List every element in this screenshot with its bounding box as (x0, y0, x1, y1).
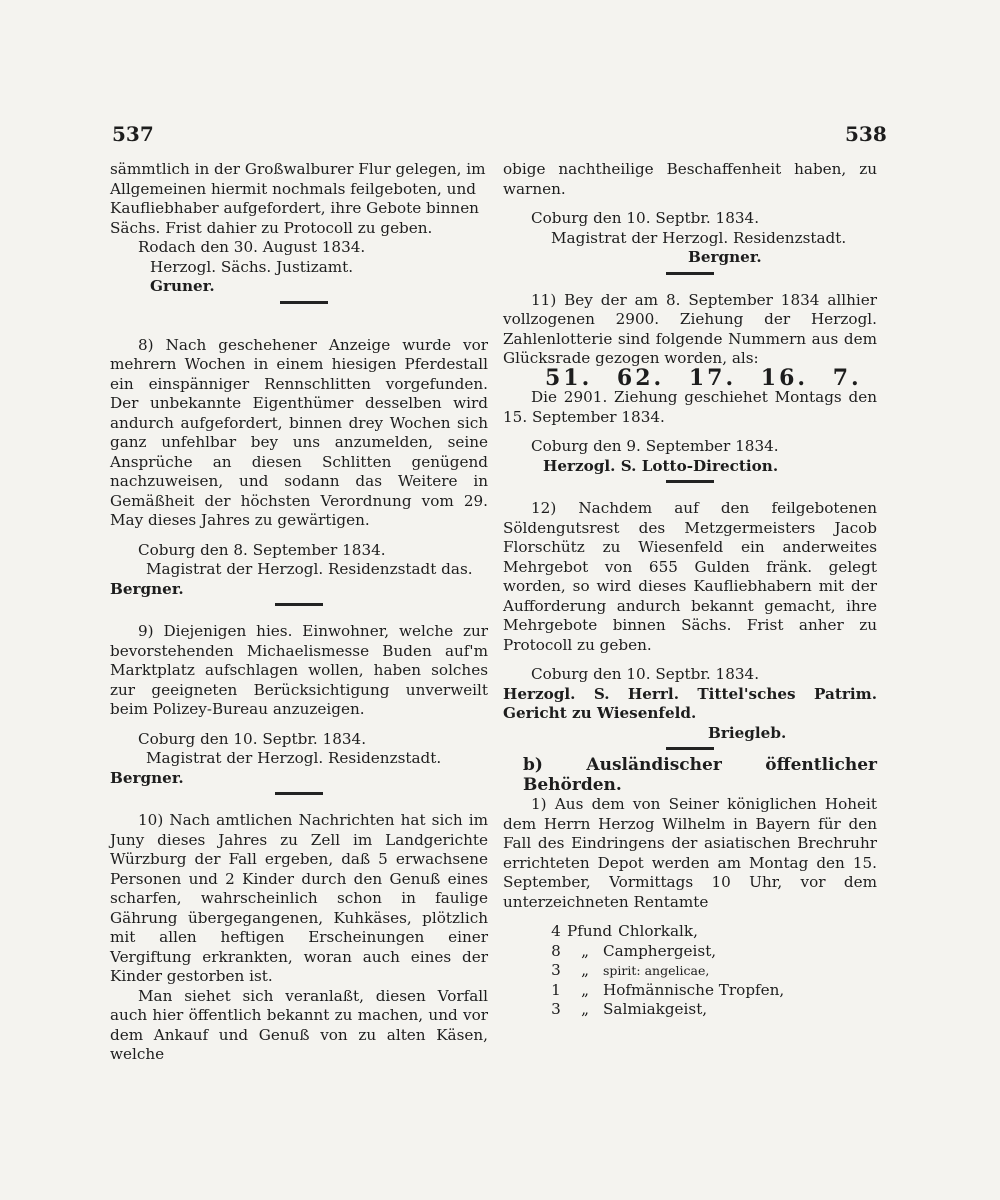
item-10-text-continued: Man siehet sich veranlaßt, diesen Vorfall auch hier öffentlich bekannt zu machen, und vor dem Ankauf und Genuß von zu alten Käsen, welche (110, 986, 488, 1063)
item-8-text: 8) Nach geschehener Anzeige wurde vor mehrern Wochen in einem hiesigen Pferdestall ein einspänniger Rennschlitten vorgefunden. Der unbekannte Eigenthümer desselben wird andurch aufgefordert, binnen drey Wochen sich ganz unfehlbar bey uns anzumelden, seine Ansprüche an diesen Schlitten genügend nachzuweisen, und sodann das Weitere in Gemäßheit der höchsten Verordnung vom 29. May dieses Jahres zu gewärtigen. (110, 335, 488, 529)
item-11-note: Die 2901. Ziehung geschiehet Montags den 15. September 1834. (503, 388, 877, 426)
section-b-text: 1) Aus dem von Seiner königlichen Hoheit dem Herrn Herzog Wilhelm in Bayern für den Fall des Eindringens der asiatischen Brechruhr errichteten Depot werden am Montag den 15. September, Vormittags 10 Uhr, vor dem unterzeichneten Rentamte (503, 795, 877, 911)
separator-rule (275, 792, 323, 795)
item-name: Salmiakgeist, (603, 1000, 708, 1018)
item-qty: 1 (551, 980, 561, 999)
separator-rule (275, 603, 323, 606)
item-8-authority: Magistrat der Herzogl. Residenzstadt das. (146, 560, 473, 578)
item-11-text: 11) Bey der am 8. September 1834 allhier vollzogenen 2900. Ziehung der Herzogl. Zahlenlotterie sind folgende Nummern aus dem Glücksrade gezogen worden, als: (503, 290, 877, 367)
continuation-date: Coburg den 10. Septbr. 1834. (531, 209, 760, 227)
item-unit: „ (581, 941, 589, 960)
intro-line: sämmtlich in der Großwalburer Flur gelegen, im (110, 160, 486, 178)
item-11-authority: Herzogl. S. Lotto-Direction. (543, 456, 779, 475)
separator-rule (666, 272, 714, 275)
item-8-date: Coburg den 8. September 1834. (138, 540, 386, 559)
continuation-signer: Bergner. (688, 248, 762, 266)
item-qty: 3 (551, 1000, 561, 1018)
item-qty: 4 (551, 922, 561, 940)
item-unit: „ (581, 1000, 589, 1018)
left-column (110, 160, 488, 1065)
page-number-left: 537 (112, 122, 154, 146)
intro-signer: Gruner. (150, 277, 215, 295)
item-qty: 3 (551, 961, 561, 979)
separator-rule (666, 747, 714, 750)
item-12-text: 12) Nachdem auf den feilgebotenen Söldengutsrest des Metzgermeisters Jacob Florschütz zu Wiesenfeld ein anderweites Mehrgebot von 655 Gulden fränk. gelegt worden, so wird dieses Kaufliebhabern mit der Aufforderung andurch bekannt gemacht, ihre Mehrgebote binnen Sächs. Frist anher zu Protocoll zu geben. (503, 499, 877, 654)
item-9-text: 9) Diejenigen hies. Einwohner, welche zur bevorstehenden Michaelismesse Buden auf'm Marktplatz aufschlagen wollen, haben solches zur geeigneten Berücksichtigung unverweilt beim Polizey-Bureau anzuzeigen. (110, 622, 488, 718)
list-item (503, 981, 877, 1001)
continuation-authority: Magistrat der Herzogl. Residenzstadt. (551, 228, 847, 247)
right-column (503, 160, 877, 1020)
item-name: spirit: angelicae, (603, 963, 710, 978)
item-qty: 8 (551, 941, 561, 960)
list-item (503, 961, 877, 981)
list-item (503, 1000, 877, 1020)
separator-rule (666, 480, 714, 483)
item-name: Chlorkalk, (618, 922, 698, 940)
section-b-heading: b) Ausländischer öffentlicher Behörden. (523, 755, 877, 795)
list-item (503, 942, 877, 962)
item-unit: „ (581, 961, 589, 979)
continuation-text: obige nachtheilige Beschaffenheit haben, zu warnen. (503, 160, 877, 198)
item-8-signer: Bergner. (110, 579, 184, 598)
lottery-numbers: 51. 62. 17. 16. 7. (545, 364, 862, 391)
item-unit: „ (581, 980, 589, 999)
list-item (503, 922, 877, 942)
item-9-signer: Bergner. (110, 768, 184, 787)
item-9-authority: Magistrat der Herzogl. Residenzstadt. (146, 749, 442, 767)
item-12-date: Coburg den 10. Septbr. 1834. (531, 665, 760, 683)
item-name: Hofmännische Tropfen, (603, 980, 785, 999)
item-10-text: 10) Nach amtlichen Nachrichten hat sich im Juny dieses Jahres zu Zell im Landgerichte Würzburg der Fall ergeben, daß 5 erwachsene Personen und 2 Kinder durch den Genuß eines scharfen, wahrscheinlich schon in faulige Gährung übergegangenen, Kuhkäses, plötzlich mit allen heftigen Erscheinungen einer Vergiftung erkrankten, woran auch eines der Kinder gestorben ist. (110, 811, 488, 985)
item-12-signer: Briegleb. (708, 723, 787, 742)
item-12-authority: Herzogl. S. Herrl. Tittel'sches Patrim. Gericht zu Wiesenfeld. (503, 684, 877, 722)
item-11-date: Coburg den 9. September 1834. (531, 437, 779, 455)
item-9-date: Coburg den 10. Septbr. 1834. (138, 729, 367, 748)
intro-authority: Herzogl. Sächs. Justizamt. (150, 257, 354, 276)
separator-rule (280, 301, 328, 304)
page-number-right: 538 (845, 122, 887, 146)
item-name: Camphergeist, (603, 941, 717, 960)
intro-date: Rodach den 30. August 1834. (138, 238, 366, 256)
intro-line: Allgemeinen hiermit nochmals feilgeboten, und (110, 179, 476, 198)
intro-line: Kaufliebhaber aufgefordert, ihre Gebote binnen (110, 199, 479, 217)
item-unit: Pfund (567, 922, 613, 940)
intro-line: Sächs. Frist dahier zu Protocoll zu geben. (110, 218, 433, 237)
